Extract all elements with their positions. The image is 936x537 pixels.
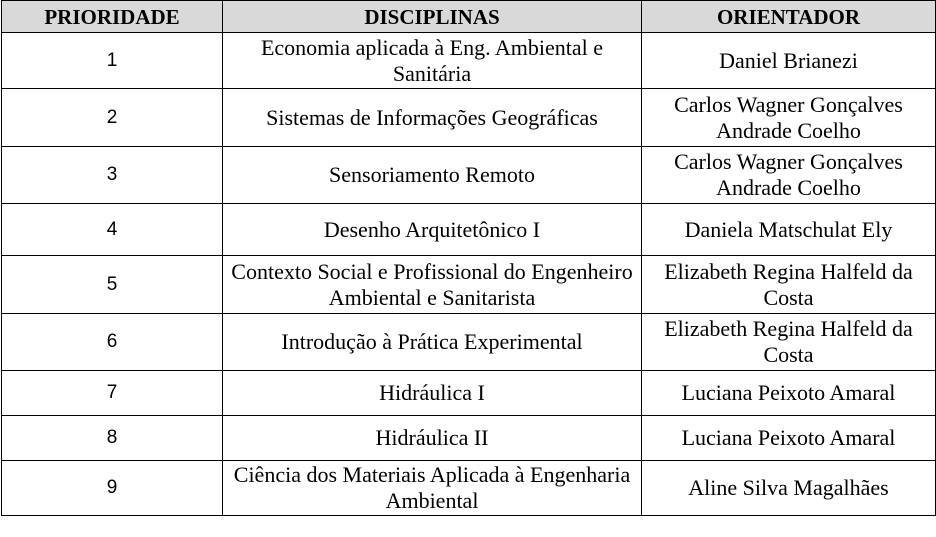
table-row — [2, 371, 936, 416]
cell-orientador: Carlos Wagner Gonçalves Andrade Coelho — [642, 147, 936, 204]
cell-orientador: Luciana Peixoto Amaral — [642, 371, 936, 416]
cell-disciplina: Sistemas de Informações Geográficas — [223, 89, 642, 147]
table-row — [2, 416, 936, 461]
cell-orientador: Daniel Brianezi — [642, 33, 936, 89]
cell-orientador: Elizabeth Regina Halfeld da Costa — [642, 314, 936, 371]
cell-prioridade: 4 — [2, 204, 223, 256]
cell-prioridade: 5 — [2, 256, 223, 314]
cell-disciplina: Economia aplicada à Eng. Ambiental e Sanitária — [223, 33, 642, 89]
table-row — [2, 314, 936, 371]
cell-orientador: Daniela Matschulat Ely — [642, 204, 936, 256]
cell-disciplina: Ciência dos Materiais Aplicada à Engenharia Ambiental — [223, 461, 642, 516]
cell-disciplina: Desenho Arquitetônico I — [223, 204, 642, 256]
cell-disciplina: Hidráulica II — [223, 416, 642, 461]
cell-orientador: Aline Silva Magalhães — [642, 461, 936, 516]
cell-orientador: Luciana Peixoto Amaral — [642, 416, 936, 461]
cell-orientador: Carlos Wagner Gonçalves Andrade Coelho — [642, 89, 936, 147]
cell-disciplina: Hidráulica I — [223, 371, 642, 416]
cell-prioridade: 2 — [2, 89, 223, 147]
table-row — [2, 147, 936, 204]
cell-disciplina: Contexto Social e Profissional do Engenheiro Ambiental e Sanitarista — [223, 256, 642, 314]
cell-prioridade: 1 — [2, 33, 223, 89]
cell-disciplina: Sensoriamento Remoto — [223, 147, 642, 204]
cell-disciplina: Introdução à Prática Experimental — [223, 314, 642, 371]
cell-orientador: Elizabeth Regina Halfeld da Costa — [642, 256, 936, 314]
header-disciplinas: DISCIPLINAS — [223, 1, 642, 33]
table-row — [2, 256, 936, 314]
table-row — [2, 33, 936, 89]
table-row — [2, 204, 936, 256]
table-row — [2, 461, 936, 516]
table-row — [2, 89, 936, 147]
cell-prioridade: 9 — [2, 461, 223, 516]
cell-prioridade: 3 — [2, 147, 223, 204]
header-prioridade: PRIORIDADE — [2, 1, 223, 33]
header-orientador: ORIENTADOR — [642, 1, 936, 33]
cell-prioridade: 7 — [2, 371, 223, 416]
cell-prioridade: 6 — [2, 314, 223, 371]
cell-prioridade: 8 — [2, 416, 223, 461]
table-header-row — [2, 1, 936, 33]
priority-table — [1, 0, 936, 516]
